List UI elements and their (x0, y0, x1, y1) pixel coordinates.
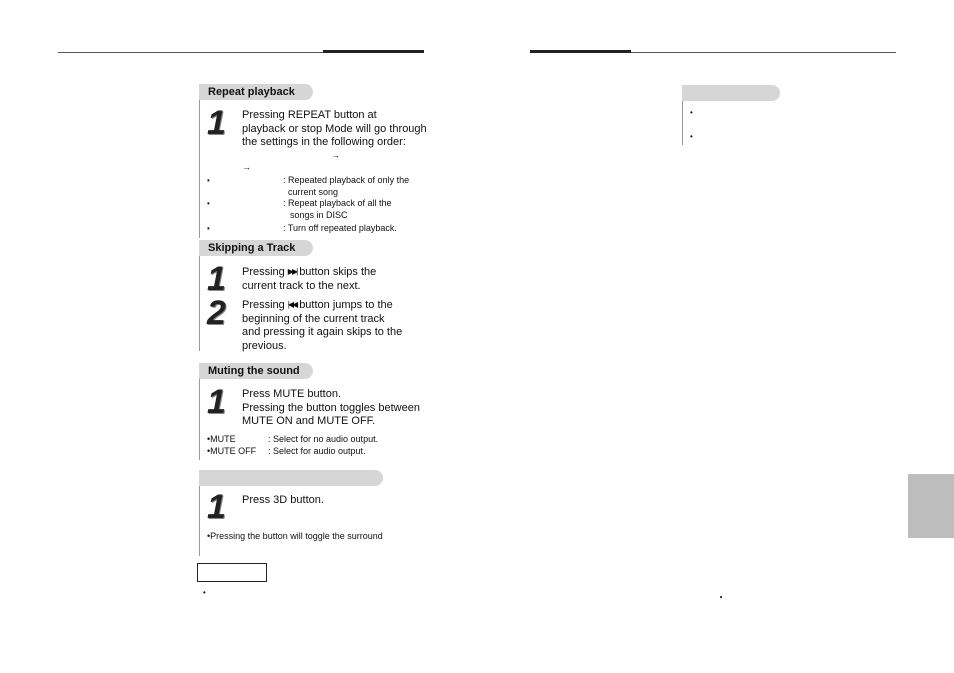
bullet-icon: • (203, 588, 206, 597)
surround-note: •Pressing the button will toggle the surround (207, 531, 383, 541)
next-track-icon: ▶▶| (287, 267, 297, 276)
mute-step-1: Press MUTE button. Pressing the button toggles between MUTE ON and MUTE OFF. (242, 388, 420, 427)
step-number-1: 1 (207, 488, 226, 526)
right-header-accent (530, 50, 631, 53)
skip-step-1: Pressing ▶▶| button skips the current track to the next. (242, 266, 377, 292)
section-bar-surround (199, 486, 200, 556)
step-number-2: 2 (207, 294, 226, 332)
repeat-note-3: : Turn off repeated playback. (283, 223, 397, 233)
skip-step-2: Pressing |◀◀ button jumps to the beginning of the current track and pressing it again skips to the previous. (242, 299, 403, 352)
section-bar-right (682, 101, 683, 145)
mute-note-off-text: : Select for audio output. (268, 446, 366, 456)
section-header-repeat: Repeat playback (199, 84, 313, 100)
order-arrow-2: → (242, 162, 251, 172)
step-number-1: 1 (207, 383, 226, 421)
section-header-right (682, 85, 780, 101)
section-bar-mute (199, 379, 200, 460)
bullet-icon: • (690, 132, 693, 141)
step-number-1: 1 (207, 260, 226, 298)
bullet-icon: • (207, 199, 210, 208)
page-dot (720, 596, 722, 598)
mute-note-off: •MUTE OFF (207, 446, 257, 456)
repeat-note-1: : Repeated playback of only the current song (283, 175, 410, 197)
chapter-tab (908, 474, 954, 538)
bullet-icon: • (207, 224, 210, 233)
section-bar-repeat (199, 100, 200, 238)
bullet-icon: • (207, 176, 210, 185)
mute-note-on-text: : Select for no audio output. (268, 434, 379, 444)
note-box (197, 563, 267, 582)
bullet-icon: • (690, 108, 693, 117)
mute-note-on: •MUTE (207, 434, 236, 444)
section-bar-skip (199, 256, 200, 351)
section-header-skip: Skipping a Track (199, 240, 313, 256)
surround-step-1: Press 3D button. (242, 494, 324, 506)
repeat-step-1: Pressing REPEAT button at playback or stop Mode will go through the settings in the following order: (242, 109, 427, 148)
section-header-surround (199, 470, 383, 486)
prev-track-icon: |◀◀ (287, 300, 297, 309)
section-header-mute: Muting the sound (199, 363, 313, 379)
repeat-note-2: : Repeat playback of all the songs in DISC (283, 198, 392, 220)
step-number-1: 1 (207, 104, 226, 142)
left-header-accent (323, 50, 424, 53)
order-arrow-1: → (331, 150, 340, 160)
